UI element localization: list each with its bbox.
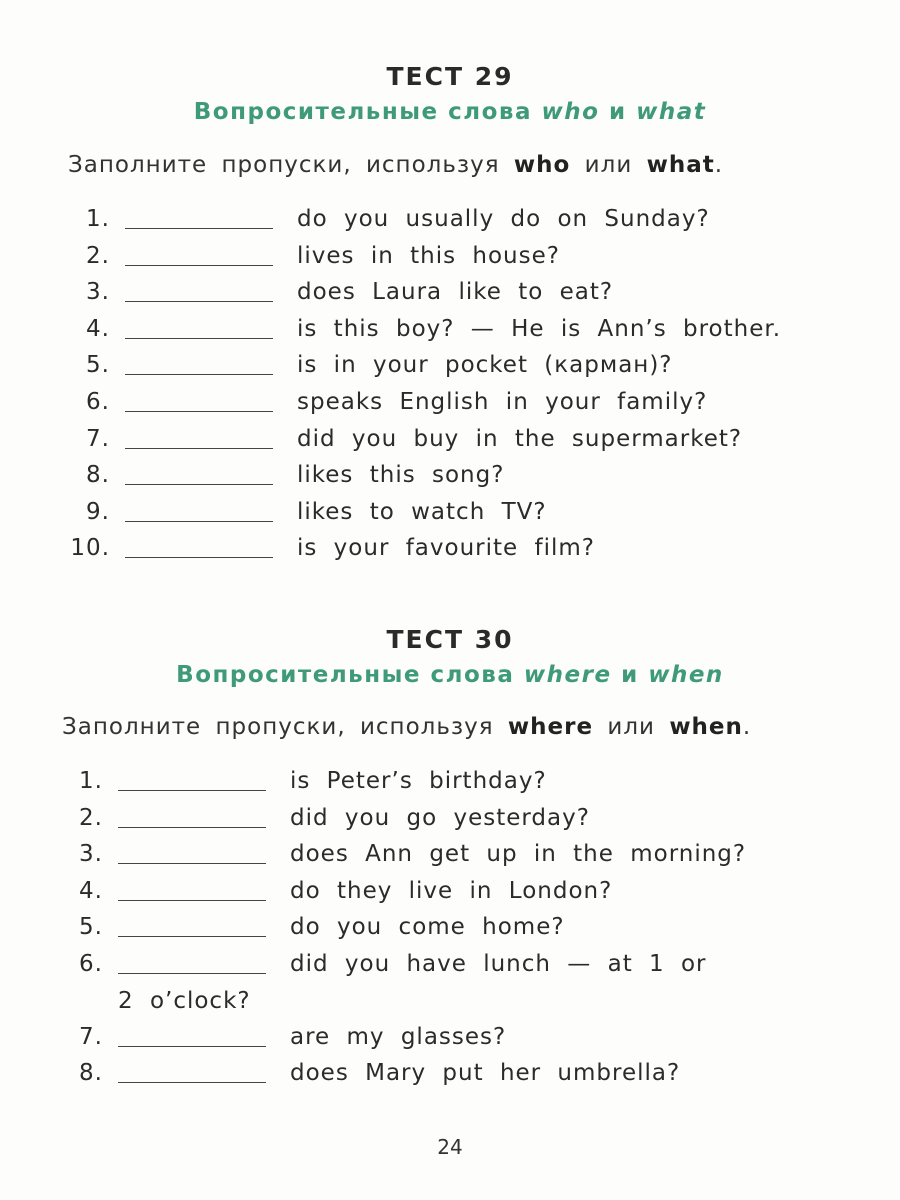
test-29-instruction xyxy=(68,152,723,178)
test-29-section xyxy=(0,62,900,125)
question-text: does Mary put her umbrella? xyxy=(290,1060,681,1087)
list-item xyxy=(58,1060,878,1097)
instruction-word-1: who xyxy=(513,152,571,178)
item-number: 9. xyxy=(86,498,110,525)
question-text: did you buy in the supermarket? xyxy=(297,425,743,452)
list-item xyxy=(58,1024,878,1061)
question-text: do you come home? xyxy=(290,914,565,941)
instruction-end: . xyxy=(742,714,752,740)
subtitle-word-2: what xyxy=(636,99,707,125)
test-29-title: ТЕСТ 29 xyxy=(386,62,514,91)
answer-blank[interactable] xyxy=(118,1046,266,1047)
item-number: 2. xyxy=(79,804,103,831)
answer-blank[interactable] xyxy=(125,265,273,266)
answer-blank[interactable] xyxy=(125,448,273,449)
item-number: 4. xyxy=(86,315,110,342)
list-item xyxy=(65,279,885,316)
question-text: do they live in London? xyxy=(290,877,613,904)
answer-blank[interactable] xyxy=(118,863,266,864)
list-item xyxy=(65,462,885,499)
test-30-instruction xyxy=(62,714,751,740)
question-text: did you go yesterday? xyxy=(290,804,590,831)
instruction-word-2: when xyxy=(669,714,743,740)
list-item xyxy=(65,206,885,243)
item-number: 10. xyxy=(70,535,110,562)
question-text: lives in this house? xyxy=(297,242,560,269)
answer-blank[interactable] xyxy=(125,374,273,375)
answer-blank[interactable] xyxy=(118,827,266,828)
list-item xyxy=(65,426,885,463)
answer-blank[interactable] xyxy=(125,484,273,485)
answer-blank[interactable] xyxy=(125,301,273,302)
test-30-section xyxy=(0,625,900,688)
question-text: does Laura like to eat? xyxy=(297,279,614,306)
subtitle-word-1: who xyxy=(541,99,600,125)
list-item xyxy=(58,805,878,842)
answer-blank[interactable] xyxy=(118,973,266,974)
list-item xyxy=(58,914,878,951)
test-30-subtitle xyxy=(0,662,900,688)
list-item xyxy=(65,316,885,353)
subtitle-and: и xyxy=(611,662,649,688)
answer-blank[interactable] xyxy=(125,521,273,522)
item-number: 4. xyxy=(79,877,103,904)
item-number: 2. xyxy=(86,242,110,269)
answer-blank[interactable] xyxy=(118,1082,266,1083)
question-text: likes to watch TV? xyxy=(297,498,547,525)
item-number: 7. xyxy=(86,425,110,452)
test-30-title: ТЕСТ 30 xyxy=(386,625,514,654)
instruction-word-1: where xyxy=(507,714,594,740)
list-item xyxy=(65,535,885,572)
item-number: 5. xyxy=(79,914,103,941)
instruction-end: . xyxy=(714,152,724,178)
question-text: is in your pocket (карман)? xyxy=(297,352,673,379)
test-30-items xyxy=(58,768,878,1087)
instruction-or: или xyxy=(570,152,647,178)
list-item xyxy=(58,878,878,915)
item-number: 1. xyxy=(79,768,103,794)
item-number: 7. xyxy=(79,1023,103,1050)
list-item xyxy=(58,951,878,988)
list-item xyxy=(65,352,885,389)
item-number: 3. xyxy=(79,841,103,868)
answer-blank[interactable] xyxy=(118,790,266,791)
question-text: did you have lunch — at 1 or xyxy=(290,950,707,977)
item-number: 5. xyxy=(86,352,110,379)
answer-blank[interactable] xyxy=(125,338,273,339)
subtitle-prefix: Вопросительные слова xyxy=(176,662,524,688)
test-29-subtitle xyxy=(0,99,900,125)
answer-blank[interactable] xyxy=(118,900,266,901)
item-number: 6. xyxy=(79,950,103,977)
item-6-continuation: 2 o’clock? xyxy=(118,988,251,1014)
question-text: likes this song? xyxy=(297,462,505,489)
list-item xyxy=(65,243,885,280)
page-number: 24 xyxy=(437,1135,463,1159)
question-text: is this boy? — He is Ann’s brother. xyxy=(297,315,782,342)
item-number: 6. xyxy=(86,388,110,415)
test-29-items xyxy=(65,206,885,572)
question-text: does Ann get up in the morning? xyxy=(290,841,747,868)
item-number: 8. xyxy=(79,1060,103,1087)
question-text: is your favourite film? xyxy=(297,535,595,562)
subtitle-word-2: when xyxy=(648,662,724,688)
question-text: do you usually do on Sunday? xyxy=(297,206,710,232)
instruction-prefix: Заполните пропуски, используя xyxy=(68,152,514,178)
answer-blank[interactable] xyxy=(118,936,266,937)
answer-blank[interactable] xyxy=(125,411,273,412)
list-item xyxy=(58,841,878,878)
instruction-prefix: Заполните пропуски, используя xyxy=(62,714,508,740)
item-number: 8. xyxy=(86,462,110,489)
question-text: are my glasses? xyxy=(290,1023,507,1050)
instruction-word-2: what xyxy=(646,152,715,178)
item-number: 3. xyxy=(86,279,110,306)
question-text: speaks English in your family? xyxy=(297,388,708,415)
answer-blank[interactable] xyxy=(125,228,273,229)
item-number: 1. xyxy=(86,206,110,232)
subtitle-prefix: Вопросительные слова xyxy=(193,99,542,125)
list-item xyxy=(65,499,885,536)
list-item xyxy=(65,389,885,426)
subtitle-and: и xyxy=(599,99,637,125)
answer-blank[interactable] xyxy=(125,557,273,558)
instruction-or: или xyxy=(593,714,670,740)
list-item xyxy=(58,768,878,805)
subtitle-word-1: where xyxy=(523,662,612,688)
question-text: is Peter’s birthday? xyxy=(290,768,547,794)
